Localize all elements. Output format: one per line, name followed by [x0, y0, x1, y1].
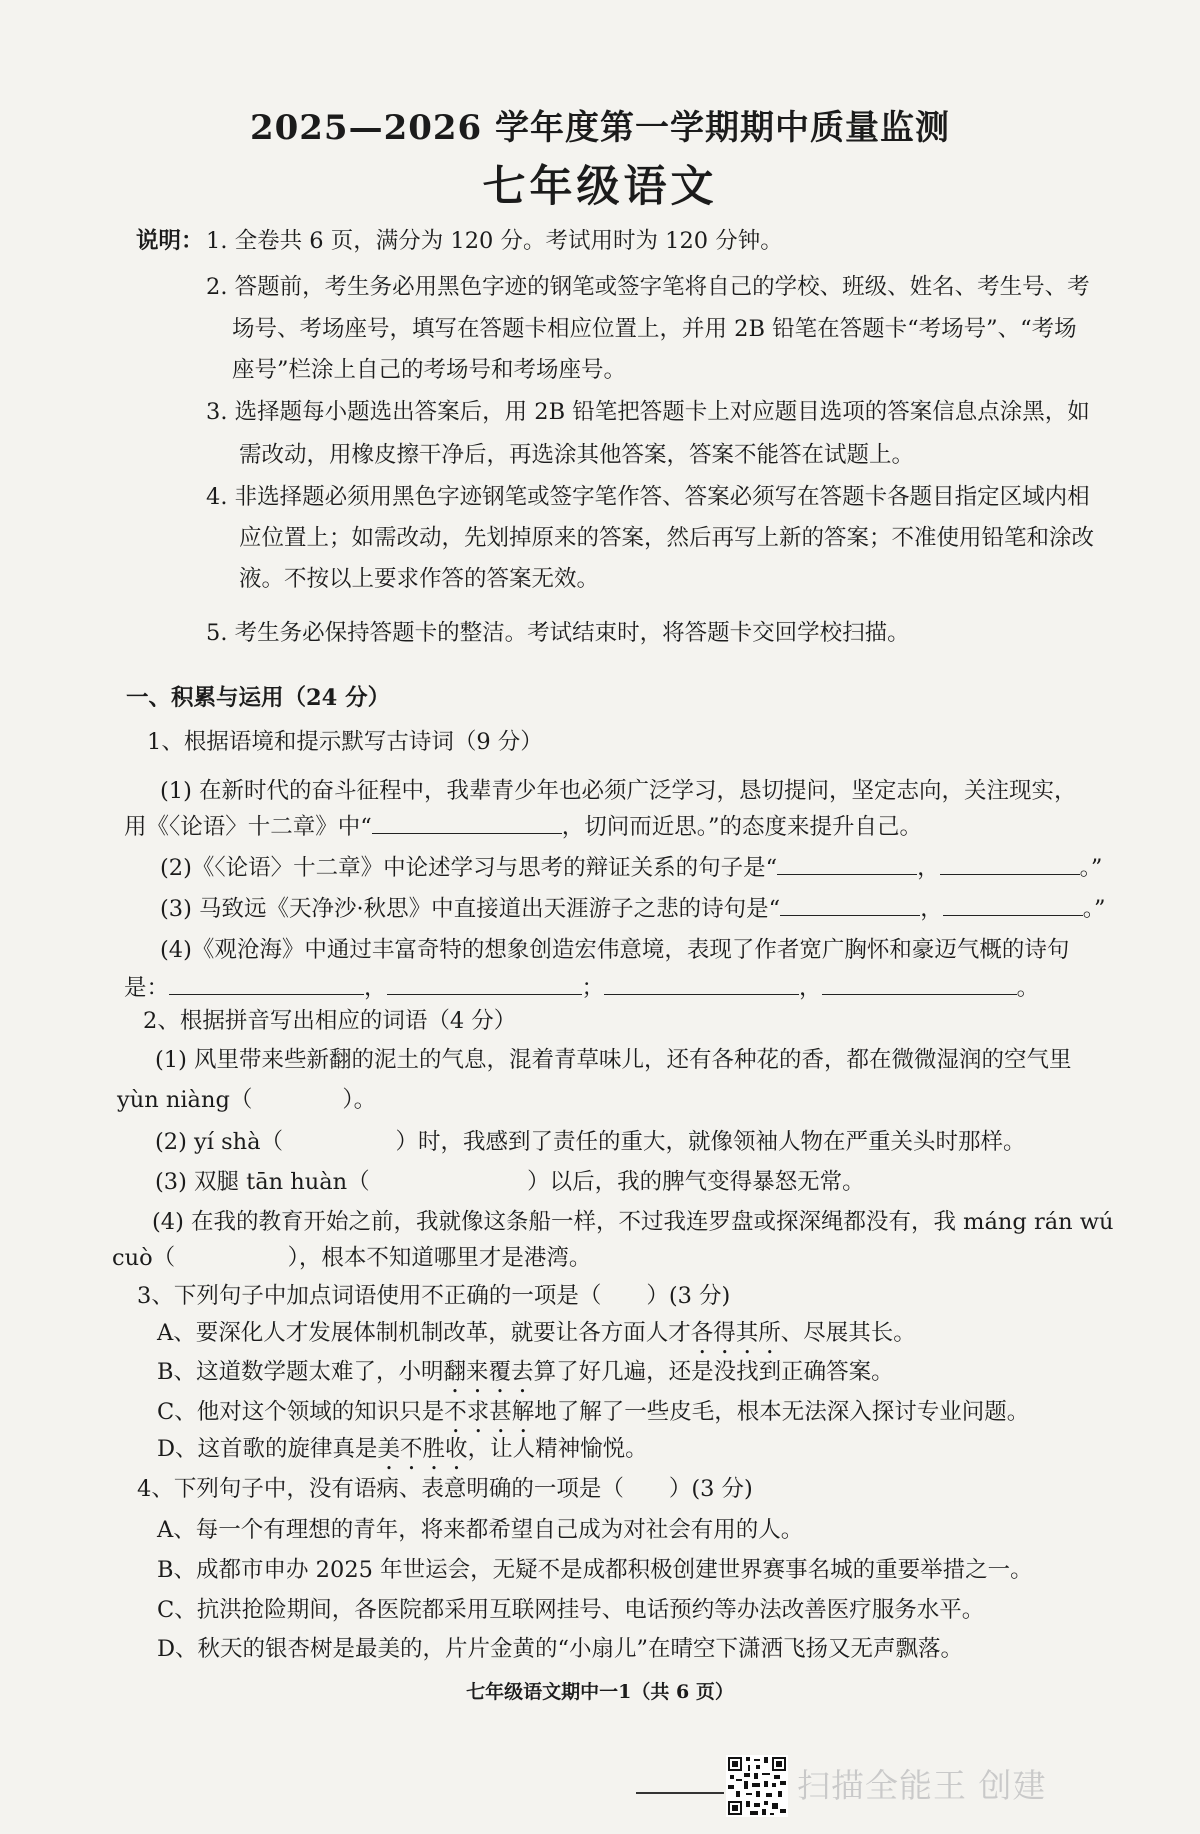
question-text	[124, 812, 922, 842]
question-text	[124, 973, 1039, 1003]
text-fragment: D、这首歌的旋律真是	[157, 1436, 378, 1462]
text-fragment: 地了解了一些皮毛，根本无法深入探讨专业问题。	[534, 1399, 1030, 1425]
instruction-item: 应位置上；如需改动，先划掉原来的答案，然后再写上新的答案；不准使用铅笔和涂改	[239, 525, 1095, 551]
dotted-idiom: 不求甚解	[444, 1399, 535, 1425]
scanner-watermark: 扫描全能王 创建	[797, 1766, 1047, 1805]
semicolon: ；	[581, 975, 605, 1001]
dotted-idiom: 各得其所	[690, 1320, 781, 1346]
text-fragment: ，让人精神愉悦。	[467, 1436, 648, 1462]
question-text: (1) 风里带来些新翻的泥土的气息，混着青草味儿，还有各种花的香，都在微微湿润的空气里	[155, 1047, 1072, 1073]
answer-blank[interactable]	[387, 974, 582, 995]
question-text: yùn niàng（ ）。	[117, 1087, 377, 1113]
question-text	[160, 894, 1105, 924]
instruction-item: 5. 考生务必保持答题卡的整洁。考试结束时，将答题卡交回学校扫描。	[206, 620, 910, 646]
dotted-idiom: 翻来覆去	[443, 1359, 534, 1385]
exam-title: 2025—2026 学年度第一学期期中质量监测	[249, 108, 951, 148]
instruction-item: 1. 全卷共 6 页，满分为 120 分。考试用时为 120 分钟。	[206, 228, 783, 254]
section-heading: 一、积累与运用（24 分）	[126, 685, 391, 711]
instruction-item: 2. 答题前，考生务必用黑色字迹的钢笔或签字笔将自己的学校、班级、姓名、考生号、考	[206, 274, 1090, 300]
footer-dash	[636, 1792, 724, 1794]
text-fragment: 算了好几遍，还是没找到正确答案。	[533, 1359, 894, 1385]
text-fragment: 用《〈论语〉十二章》中“	[124, 814, 372, 840]
question-stem: 4、下列句子中，没有语病、表意明确的一项是（ ）(3 分)	[137, 1476, 753, 1502]
answer-blank[interactable]	[372, 813, 562, 834]
instruction-item: 液。不按以上要求作答的答案无效。	[239, 566, 600, 592]
text-fragment: C、他对这个领域的知识只是	[157, 1399, 445, 1425]
option-a: A、每一个有理想的青年，将来都希望自己成为对社会有用的人。	[157, 1517, 804, 1543]
option-d	[157, 1434, 648, 1475]
question-text: (4) 在我的教育开始之前，我就像这条船一样，不过我连罗盘或探深绳都没有，我 máng rán wú	[152, 1209, 1114, 1235]
instruction-item: 场号、考场座号，填写在答题卡相应位置上，并用 2B 铅笔在答题卡“考场号”、“考场	[232, 316, 1077, 342]
answer-blank[interactable]	[943, 895, 1083, 916]
question-text: cuò（ ），根本不知道哪里才是港湾。	[112, 1245, 592, 1271]
comma: ，	[920, 896, 943, 922]
answer-blank[interactable]	[822, 974, 1017, 995]
closing-quote: 。”	[1082, 896, 1106, 922]
question-text: (1) 在新时代的奋斗征程中，我辈青少年也必须广泛学习，恳切提问，坚定志向，关注现实，	[160, 778, 1077, 804]
instruction-item: 座号”栏涂上自己的考场号和考场座号。	[232, 357, 627, 383]
option-b: B、成都市申办 2025 年世运会，无疑不是成都积极创建世界赛事名城的重要举措之一。	[157, 1557, 1033, 1583]
comma: ，	[799, 975, 822, 1001]
text-fragment: 是：	[124, 975, 170, 1001]
question-text: (2) yí shà（ ）时，我感到了责任的重大，就像领袖人物在严重关头时那样。	[155, 1129, 1026, 1155]
text-fragment: 、尽展其长。	[780, 1320, 916, 1346]
option-c	[157, 1397, 1029, 1438]
closing-quote: 。”	[1079, 855, 1103, 881]
text-fragment: (2)《〈论语〉十二章》中论述学习与思考的辩证关系的句子是“	[160, 855, 778, 881]
option-d: D、秋天的银杏树是最美的，片片金黄的“小扇儿”在晴空下潇洒飞扬又无声飘落。	[157, 1636, 964, 1662]
option-a	[157, 1318, 916, 1359]
question-stem: 1、根据语境和提示默写古诗词（9 分）	[147, 729, 543, 755]
period: 。	[1016, 975, 1040, 1001]
text-fragment: ，切问而近思。”的态度来提升自己。	[561, 814, 923, 840]
comma: ，	[364, 975, 387, 1001]
question-text	[160, 853, 1102, 883]
answer-blank[interactable]	[604, 974, 799, 995]
question-text: (4)《观沧海》中通过丰富奇特的想象创造宏伟意境，表现了作者宽广胸怀和豪迈气概的诗句	[160, 937, 1070, 963]
answer-blank[interactable]	[940, 854, 1080, 875]
comma: ，	[917, 855, 940, 881]
question-text: (3) 双腿 tān huàn（ ）以后，我的脾气变得暴怒无常。	[155, 1169, 865, 1195]
dotted-idiom: 美不胜收	[377, 1436, 468, 1462]
instructions-label: 说明：	[136, 228, 204, 254]
answer-blank[interactable]	[780, 895, 920, 916]
option-c: C、抗洪抢险期间，各医院都采用互联网挂号、电话预约等办法改善医疗服务水平。	[157, 1597, 985, 1623]
instruction-item: 需改动，用橡皮擦干净后，再选涂其他答案，答案不能答在试题上。	[239, 442, 915, 468]
question-stem: 3、下列句子中加点词语使用不正确的一项是（ ）(3 分)	[137, 1283, 731, 1309]
text-fragment: (3) 马致远《天净沙·秋思》中直接道出天涯游子之悲的诗句是“	[160, 896, 781, 922]
answer-blank[interactable]	[169, 974, 364, 995]
question-stem: 2、根据拼音写出相应的词语（4 分）	[143, 1008, 517, 1034]
instruction-item: 3. 选择题每小题选出答案后，用 2B 铅笔把答题卡上对应题目选项的答案信息点涂黑，如	[206, 399, 1090, 425]
qr-code-icon	[726, 1755, 788, 1817]
option-b	[157, 1357, 894, 1398]
text-fragment: B、这道数学题太难了，小明	[157, 1359, 444, 1385]
answer-blank[interactable]	[777, 854, 917, 875]
text-fragment: A、要深化人才发展体制机制改革，就要让各方面人才	[157, 1320, 691, 1346]
exam-subject: 七年级语文	[482, 162, 718, 212]
page-footer: 七年级语文期中一1（共 6 页）	[466, 1681, 734, 1703]
instruction-item: 4. 非选择题必须用黑色字迹钢笔或签字笔作答、答案必须写在答题卡各题目指定区域内相	[206, 484, 1090, 510]
